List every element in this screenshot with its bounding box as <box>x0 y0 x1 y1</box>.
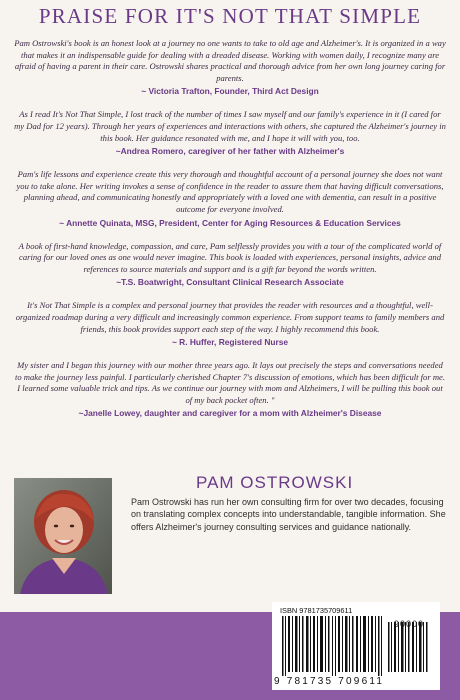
testimonial-attribution: ~Andrea Romero, caregiver of her father with Alzheimer's <box>115 146 345 157</box>
testimonial-attribution: ~ R. Huffer, Registered Nurse <box>171 337 289 348</box>
testimonial <box>14 241 446 289</box>
testimonial-quote: My sister and I began this journey with our mother three years ago. It lays out precisely the steps and conversations needed to make the journey less painful. I particularly cherished Chapter 7's discussion of emotions, which has been difficult for me. I learned some valuable trick and tips. As we continue our journey with mom and Alzheimers, I will be pulling this book out of my back pocket often. " <box>14 360 446 405</box>
praise-section <box>14 38 446 431</box>
testimonial-quote: As I read It's Not That Simple, I lost track of the number of times I saw myself and our family's experience in it (I cared for my Dad for 12 years). Through her years of experiences and interactions with others, she captured the Alzheimer's journey in this book. Her guidance resonated with me, and I hope it will with you, too. <box>14 109 446 143</box>
testimonial-attribution: ~T.S. Boatwright, Consultant Clinical Research Associate <box>116 277 344 288</box>
barcode-box <box>272 602 440 690</box>
isbn-label: ISBN 9781735709611 <box>280 606 353 615</box>
author-portrait-icon <box>14 478 112 594</box>
testimonial <box>14 38 446 97</box>
barcode-icon <box>278 616 434 676</box>
author-portrait-graphic <box>14 478 112 594</box>
testimonial-quote: Pam's life lessons and experience create this very thorough and thoughtful account of a personal journey she does not want you to take alone. Her writing invokes a sense of confidence in the reader to assure them that having difficult conversations, planning ahead, and communicating honestly and appropriately with a loved one with dementia, can result in a positive outcome for everyone involved. <box>16 169 444 214</box>
testimonial-quote: Pam Ostrowski's book is an honest look at a journey no one wants to take to old age and Alzheimer's. It is organized in a way that makes it an indispensable guide for dealing with a dreaded disease. Working with women daily, I recognize many are afraid of having a parent in their care. Ostrowski shares practical and thorough advice from her own long journey caring for parents. <box>14 38 446 83</box>
testimonial-quote: It's Not That Simple is a complex and personal journey that provides the reader with resources and a thoughtful, well-organized roadmap during a very difficult and increasingly common experience. From support teams to family members and friends, this book provides support each step of the way. I highly recommend this book. <box>15 300 445 334</box>
testimonial-quote: A book of first-hand knowledge, compassion, and care, Pam selflessly provides you with a tour of the complicated world of caring for our loved ones as one would never imagine. This book is loaded with experiences, personal insights, advice and references to source materials and support and is a gift far beyond the words written. <box>18 240 442 274</box>
author-name: PAM OSTROWSKI <box>196 473 354 492</box>
testimonial-attribution: ~ Annette Quinata, MSG, President, Center for Aging Resources & Education Services <box>59 217 401 228</box>
testimonial-attribution: ~Janelle Lowey, daughter and caregiver for a mom with Alzheimer's Disease <box>78 408 382 419</box>
testimonial <box>14 169 446 228</box>
testimonial <box>14 109 446 157</box>
testimonial-attribution: ~ Victoria Trafton, Founder, Third Act Design <box>141 86 319 97</box>
testimonial <box>14 300 446 348</box>
praise-title: PRAISE FOR IT'S NOT THAT SIMPLE <box>38 4 422 28</box>
author-bio: Pam Ostrowski has run her own consulting firm for over two decades, focusing on translating complex concepts into understandable, tangible information. She offers Alzheimer's journey consulting services and guidance nationally. <box>131 497 446 532</box>
testimonial <box>14 360 446 419</box>
ean-digits: 9 781735 709611 <box>274 676 385 687</box>
